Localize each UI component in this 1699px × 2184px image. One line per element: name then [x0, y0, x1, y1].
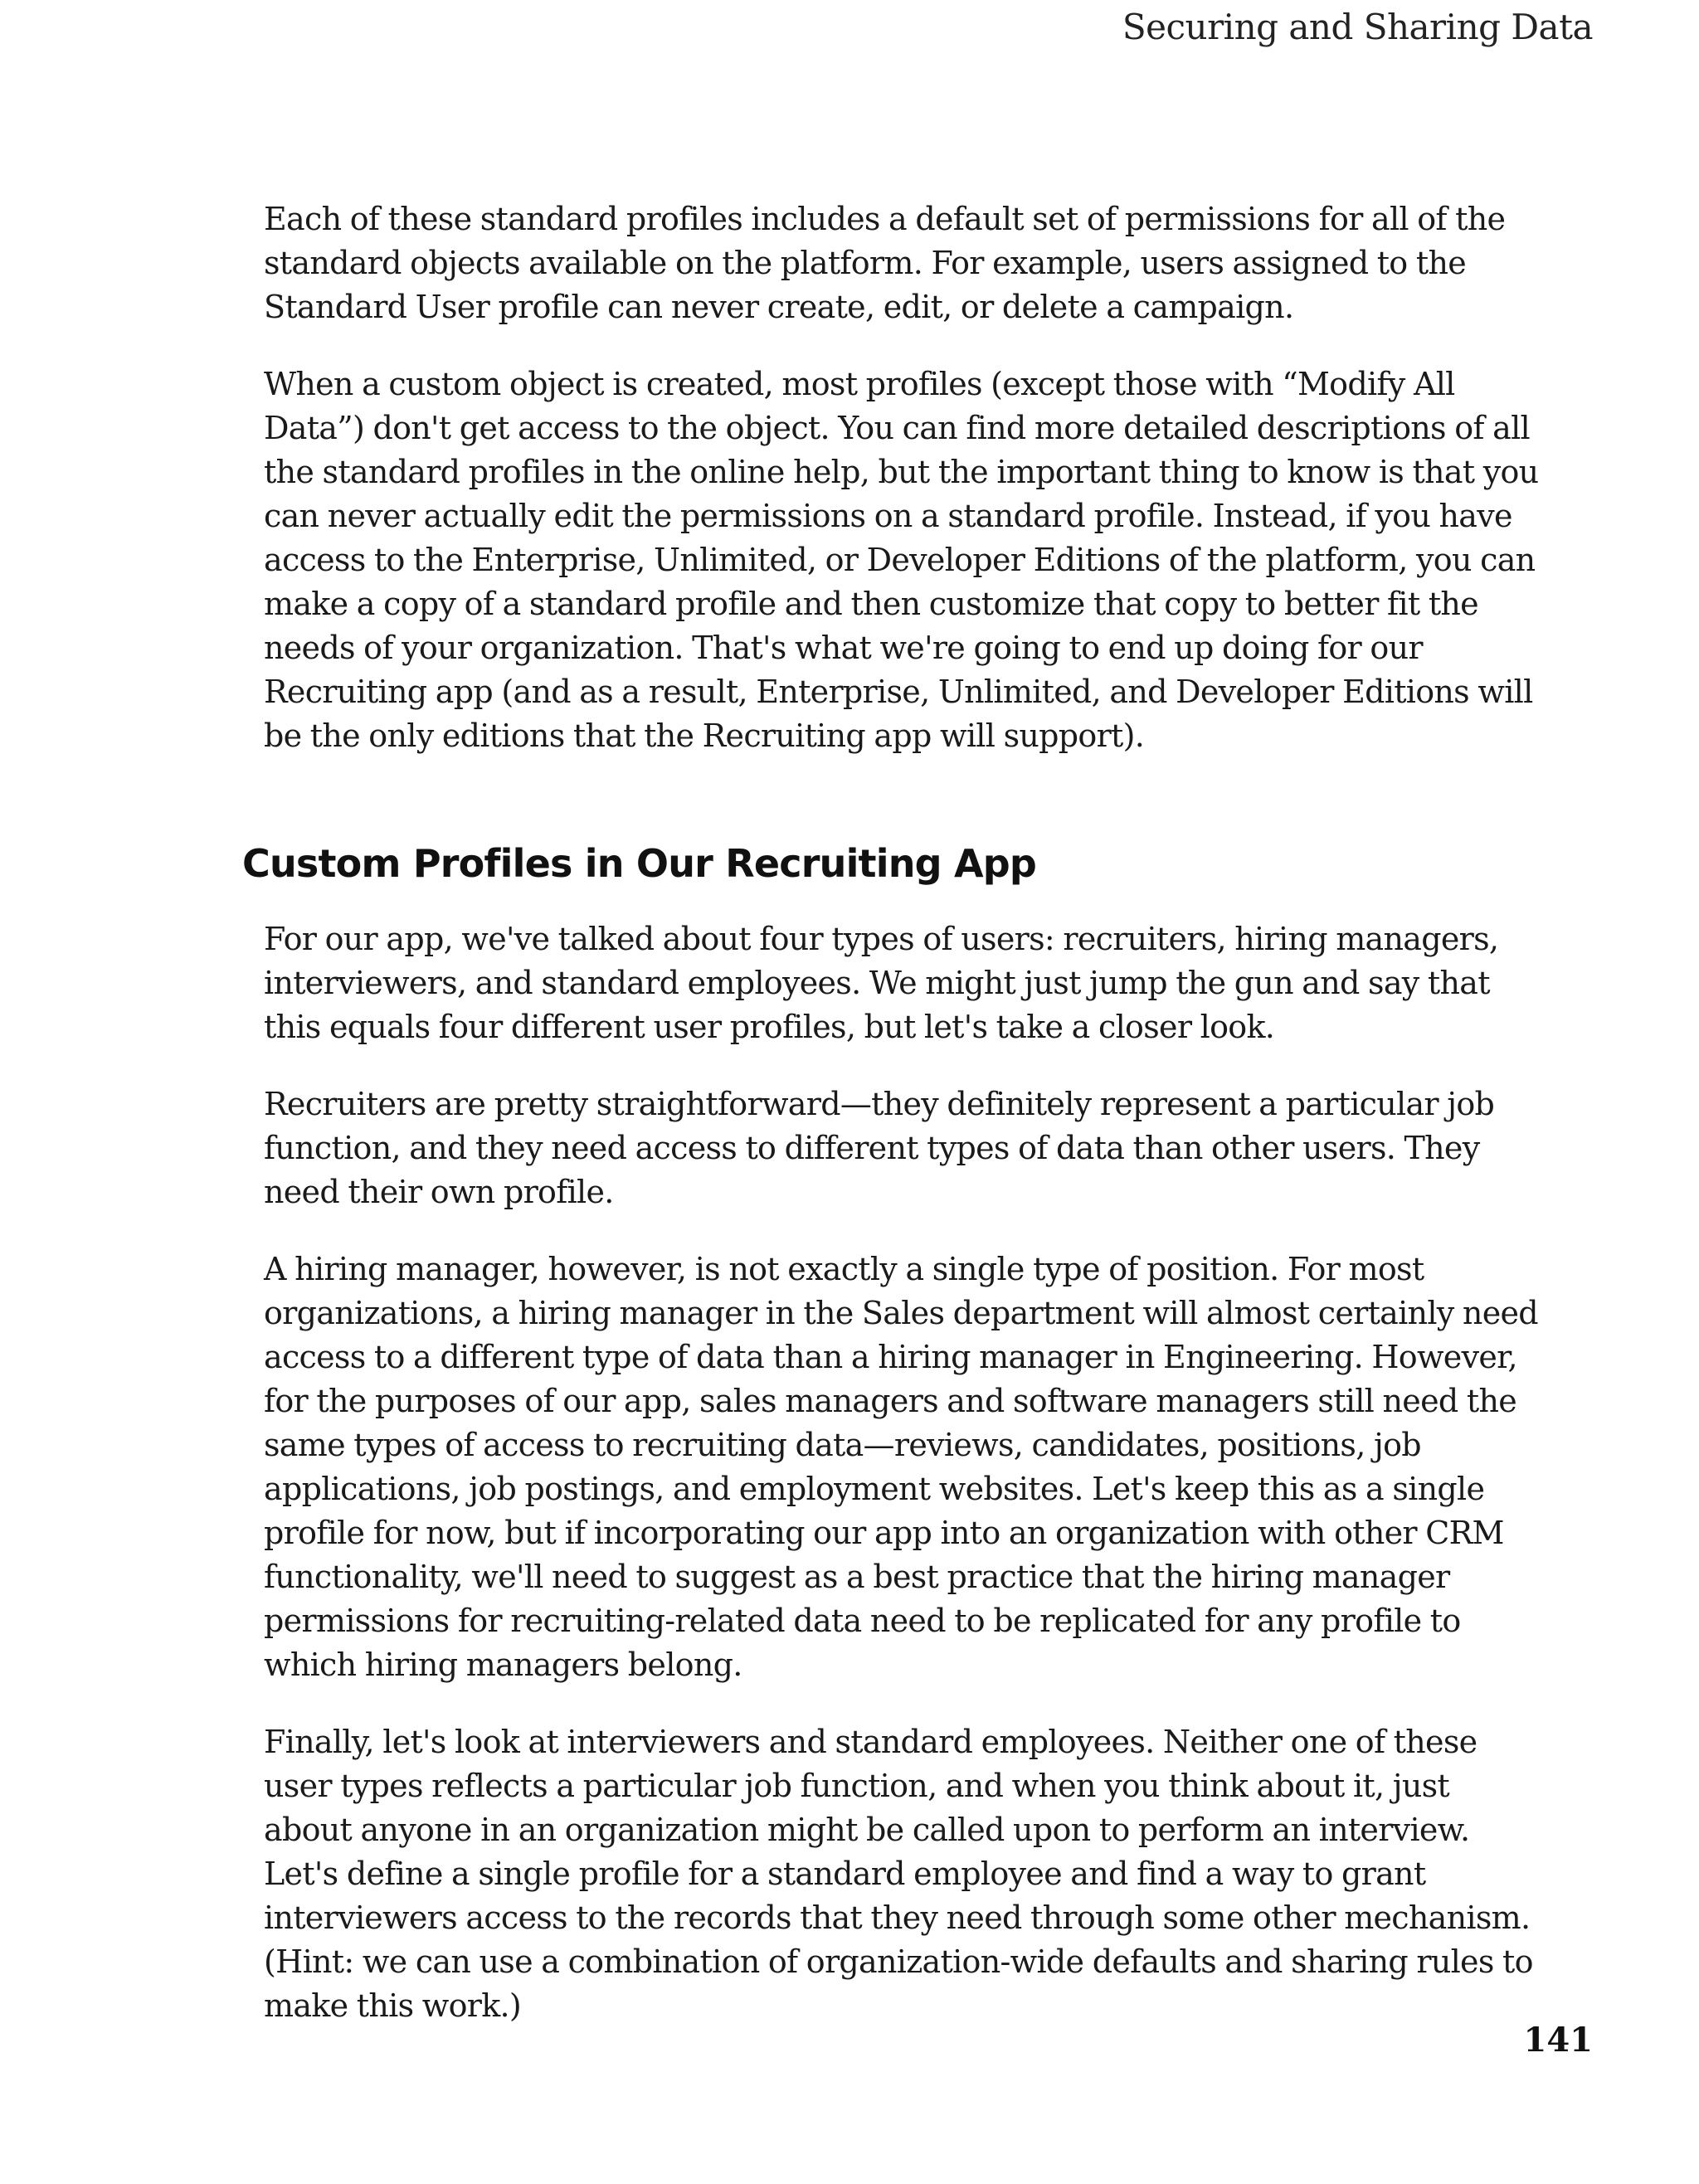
- page-number: 141: [1523, 2021, 1593, 2060]
- body-paragraph: For our app, we've talked about four types of users: recruiters, hiring managers, interviewers, and standard employees. We might just jump the gun and say that this equals four different user profiles, but let's take a closer look.: [264, 921, 1499, 1045]
- running-header: Securing and Sharing Data: [1122, 7, 1593, 47]
- section-heading: Custom Profiles in Our Recruiting App: [242, 841, 1037, 886]
- body-paragraph: Finally, let's look at interviewers and standard employees. Neither one of these user types reflects a particular job function, and when you think about it, just about anyone in an organization might be called upon to perform an interview. Let's define a single profile for a standard employee and find a way to grant interviewers access to the records that they need through some other mechanism. (Hint: we can use a combination of organization-wide defaults and sharing rules to make this work.): [264, 1724, 1533, 2024]
- body-paragraph: Each of these standard profiles includes a default set of permissions for all of the standard objects available on the platform. For example, users assigned to the Standard User profile can never create, edit, or delete a campaign.: [264, 201, 1506, 325]
- body-paragraph: A hiring manager, however, is not exactly a single type of position. For most organizations, a hiring manager in the Sales department will almost certainly need access to a different type of data than a hiring manager in Engineering. However, for the purposes of our app, sales managers and software managers still need the same types of access to recruiting data—reviews, candidates, positions, job applications, job postings, and employment websites. Let's keep this as a single profile for now, but if incorporating our app into an organization with other CRM functionality, we'll need to suggest as a best practice that the hiring manager permissions for recruiting-related data need to be replicated for any profile to which hiring managers belong.: [264, 1251, 1538, 1683]
- page-body: [242, 197, 1541, 2061]
- body-paragraph: When a custom object is created, most profiles (except those with “Modify All Data”) don't get access to the object. You can find more detailed descriptions of all the standard profiles in the online help, but the important thing to know is that you can never actually edit the permissions on a standard profile. Instead, if you have access to the Enterprise, Unlimited, or Developer Editions of the platform, you can make a copy of a standard profile and then customize that copy to better fit the needs of your organization. That's what we're going to end up doing for our Recruiting app (and as a result, Enterprise, Unlimited, and Developer Editions will be the only editions that the Recruiting app will support).: [264, 366, 1539, 754]
- body-paragraph: Recruiters are pretty straightforward—they definitely represent a particular job function, and they need access to different types of data than other users. They need their own profile.: [264, 1086, 1495, 1210]
